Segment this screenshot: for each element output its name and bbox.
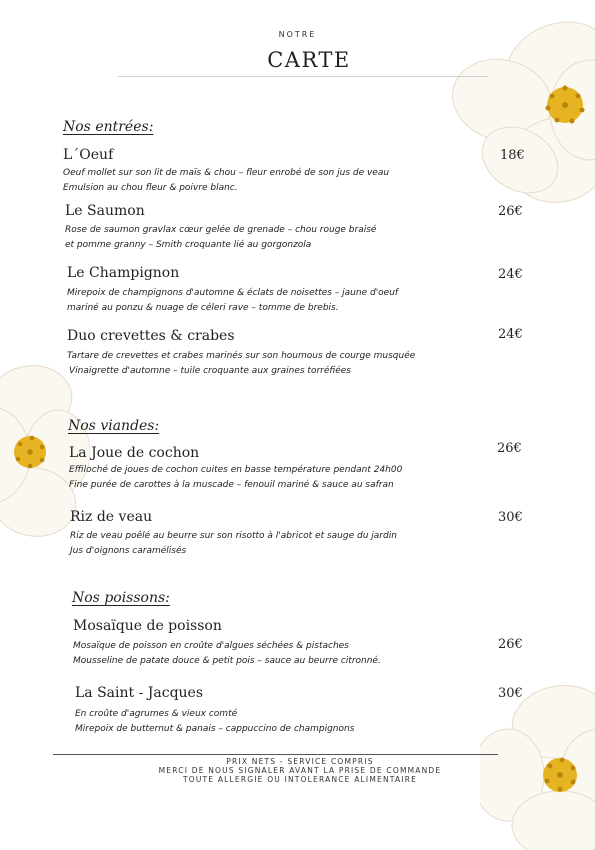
dish-name: La Saint - Jacques	[75, 685, 204, 701]
dish-description-line: Vinaigrette d'automne – tuile croquante aux graines torréfiées	[69, 366, 351, 376]
title-divider	[118, 76, 488, 77]
section-title-viandes: Nos viandes:	[68, 418, 160, 434]
dish-description-line: En croûte d'agrumes & vieux comté	[75, 709, 238, 719]
dish-name: Riz de veau	[70, 509, 153, 525]
dish-price: 24€	[498, 267, 523, 282]
dish-price: 24€	[498, 327, 523, 342]
dish-name: Mosaïque de poisson	[73, 618, 222, 634]
dish-description-line: Jus d'oignons caramélisés	[70, 546, 187, 556]
dish-name: Duo crevettes & crabes	[67, 328, 235, 344]
dish-name: La Joue de cochon	[69, 445, 200, 461]
dish-description-line: Riz de veau poêlé au beurre sur son risotto à l'abricot et sauge du jardin	[70, 531, 397, 541]
dish-price: 18€	[500, 148, 525, 163]
dish-description-line: Effiloché de joues de cochon cuites en basse température pendant 24h00	[69, 465, 403, 475]
header-eyebrow: NOTRE	[278, 30, 317, 39]
page-title: CARTE	[267, 48, 351, 72]
dish-description-line: Tartare de crevettes et crabes marinés sur son houmous de courge musquée	[67, 351, 416, 361]
dish-price: 26€	[498, 204, 523, 219]
section-title-entrees: Nos entrées:	[63, 119, 154, 135]
dish-description-line: Mosaïque de poisson en croûte d'algues séchées & pistaches	[73, 641, 349, 651]
dish-price: 30€	[498, 686, 523, 701]
dish-name: Le Saumon	[65, 203, 145, 219]
dish-name: L´Oeuf	[63, 147, 114, 163]
dish-description-line: Fine purée de carottes à la muscade – fenouil mariné & sauce au safran	[69, 480, 394, 490]
dish-description-line: Oeuf mollet sur son lit de maïs & chou – fleur enrobé de son jus de veau	[63, 168, 390, 178]
dish-name: Le Champignon	[67, 265, 180, 281]
footer-line: TOUTE ALLERGIE OU INTOLERANCE ALIMENTAIRE	[182, 775, 418, 784]
dish-price: 30€	[498, 510, 523, 525]
dish-description-line: Emulsion au chou fleur & poivre blanc.	[63, 183, 238, 193]
footer-divider	[53, 754, 498, 755]
dish-description-line: Mirepoix de champignons d'automne & éclats de noisettes – jaune d'oeuf	[67, 288, 399, 298]
dish-price: 26€	[498, 637, 523, 652]
footer-line: PRIX NETS - SERVICE COMPRIS	[226, 757, 374, 766]
dish-description-line: Mirepoix de butternut & panais – cappuccino de champignons	[75, 724, 355, 734]
dish-description-line: et pomme granny – Smith croquante lié au gorgonzola	[65, 240, 312, 250]
dish-description-line: Mousseline de patate douce & petit pois – sauce au beurre citronné.	[73, 656, 381, 666]
dish-description-line: mariné au ponzu & nuage de céleri rave – tomme de brebis.	[67, 303, 339, 313]
dish-price: 26€	[497, 441, 522, 456]
dish-description-line: Rose de saumon gravlax cœur gelée de grenade – chou rouge braisé	[65, 225, 377, 235]
section-title-poissons: Nos poissons:	[72, 590, 170, 606]
footer-line: MERCI DE NOUS SIGNALER AVANT LA PRISE DE COMMANDE	[158, 766, 442, 775]
